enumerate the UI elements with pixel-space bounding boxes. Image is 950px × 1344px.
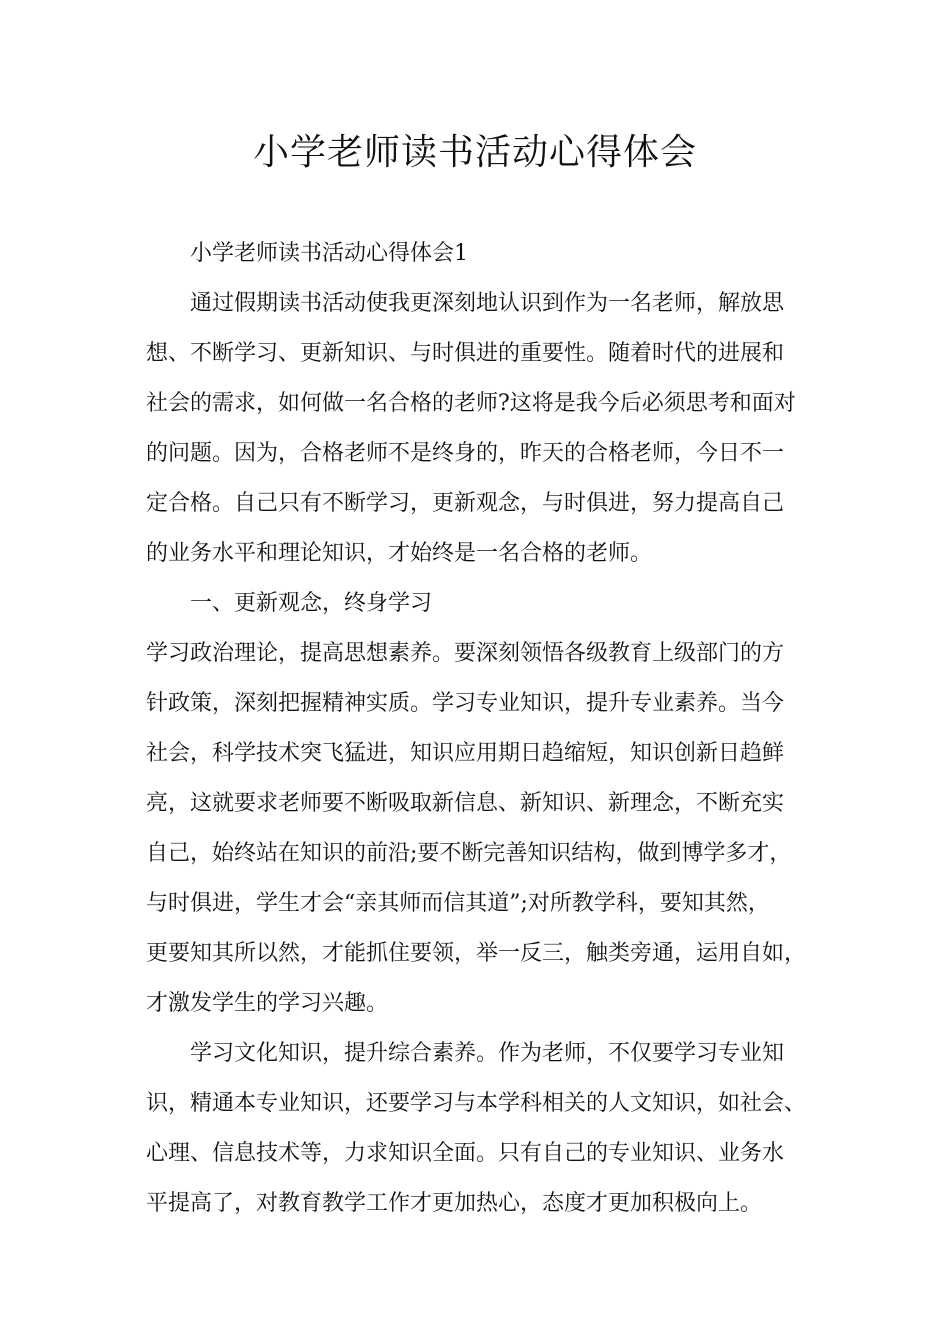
paragraph-line: 通过假期读书活动使我更深刻地认识到作为一名老师，解放思 <box>190 291 785 316</box>
paragraph-line: 的业务水平和理论知识，才始终是一名合格的老师。 <box>146 541 653 566</box>
paragraph-line: 学习文化知识，提升综合素养。作为老师，不仅要学习专业知 <box>190 1041 785 1066</box>
paragraph-line: 社会的需求，如何做一名合格的老师?这将是我今后必须思考和面对 <box>146 391 796 416</box>
paragraph-line: 学习政治理论，提高思想素养。要深刻领悟各级教育上级部门的方 <box>146 641 785 666</box>
paragraph-line: 才激发学生的学习兴趣。 <box>146 991 389 1016</box>
paragraph-line: 自己，始终站在知识的前沿;要不断完善知识结构，做到博学多才， <box>146 841 792 866</box>
paragraph-line: 更要知其所以然，才能抓住要领，举一反三，触类旁通，运用自如， <box>146 941 807 966</box>
subheading: 一、更新观念，终身学习 <box>190 591 433 616</box>
document-title: 小学老师读书活动心得体会 <box>252 132 697 173</box>
paragraph-line: 定合格。自己只有不断学习，更新观念，与时俱进，努力提高自己 <box>146 491 785 516</box>
paragraph-line: 的问题。因为，合格老师不是终身的，昨天的合格老师，今日不一 <box>146 441 785 466</box>
paragraph-line: 亮，这就要求老师要不断吸取新信息、新知识、新理念，不断充实 <box>146 791 785 816</box>
paragraph-line: 识，精通本专业知识，还要学习与本学科相关的人文知识，如社会、 <box>146 1091 807 1116</box>
paragraph-line: 想、不断学习、更新知识、与时俱进的重要性。随着时代的进展和 <box>146 341 785 366</box>
paragraph-line: 针政策，深刻把握精神实质。学习专业知识，提升专业素养。当今 <box>146 691 785 716</box>
paragraph-line: 平提高了，对教育教学工作才更加热心，态度才更加积极向上。 <box>146 1191 763 1216</box>
section-heading: 小学老师读书活动心得体会1 <box>190 241 468 266</box>
paragraph-line: 与时俱进，学生才会“亲其师而信其道”;对所教学科，要知其然， <box>146 891 770 916</box>
paragraph-line: 社会，科学技术突飞猛进，知识应用期日趋缩短，知识创新日趋鲜 <box>146 741 785 766</box>
paragraph-line: 心理、信息技术等，力求知识全面。只有自己的专业知识、业务水 <box>146 1141 785 1166</box>
